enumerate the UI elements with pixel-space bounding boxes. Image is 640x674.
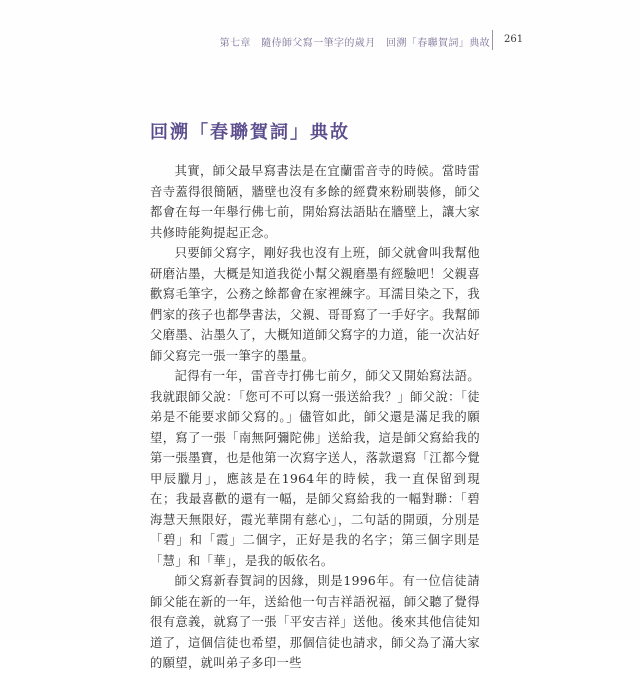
paragraph-2: 只要師父寫字，剛好我也沒有上班，師父就會叫我幫他研磨沾墨，大概是知道我從小幫父親磨墨有經驗吧！父親喜歡寫毛筆字，公務之餘都會在家裡練字。耳濡目染之下，我們家的孩子也都學書法，父親、哥哥寫了一手好字。我幫師父磨墨、沾墨久了，大概知道師父寫字的力道，能一次沾好師父寫完一張一筆字的墨量。	[150, 246, 480, 363]
paragraph-1: 其實，師父最早寫書法是在宜蘭雷音寺的時候。當時雷音寺蓋得很簡陋，牆壁也沒有多餘的經費來粉刷裝修，師父都會在每一年舉行佛七前，開始寫法語貼在牆壁上，讓大家共修時能夠提起正念。	[150, 164, 480, 240]
page-header	[0, 30, 640, 52]
section-title: 回溯「春聯賀詞」典故	[150, 122, 350, 143]
running-head: 第七章 隨侍師父寫一筆字的歲月 回溯「春聯賀詞」典故	[219, 38, 490, 49]
paragraph-3: 記得有一年，雷音寺打佛七前夕，師父又開始寫法語。我就跟師父說：「您可不可以寫一張送給我？」師父說：「徒弟是不能要求師父寫的。」儘管如此，師父還是滿足我的願望，寫了一張「南無阿彌陀佛」送給我，這是師父寫給我的第一張墨寶，也是他第一次寫字送人，落款還寫「江都今覺 甲辰臘月」，應該是在1964年的時候，我一直保留到現在；我最喜歡的還有一幅，是師父寫給我的一幅對聯：「碧海慧天無限好，霞光華開有慈心」，二句話的開頭，分別是「碧」和「霞」二個字，正好是我的名字；第三個字則是「慧」和「華」，是我的皈依名。	[150, 369, 493, 568]
page-number: 261	[504, 34, 524, 45]
body-text	[150, 161, 493, 674]
paragraph-4: 師父寫新春賀詞的因緣，則是1996年。有一位信徒請師父能在新的一年，送給他一句吉祥語祝福，師父聽了覺得很有意義，就寫了一張「平安吉祥」送他。後來其他信徒知道了，這個信徒也希望，那個信徒也請求，師父為了滿大家的願望，就叫弟子多印一些	[150, 574, 480, 670]
header-divider	[492, 30, 493, 50]
